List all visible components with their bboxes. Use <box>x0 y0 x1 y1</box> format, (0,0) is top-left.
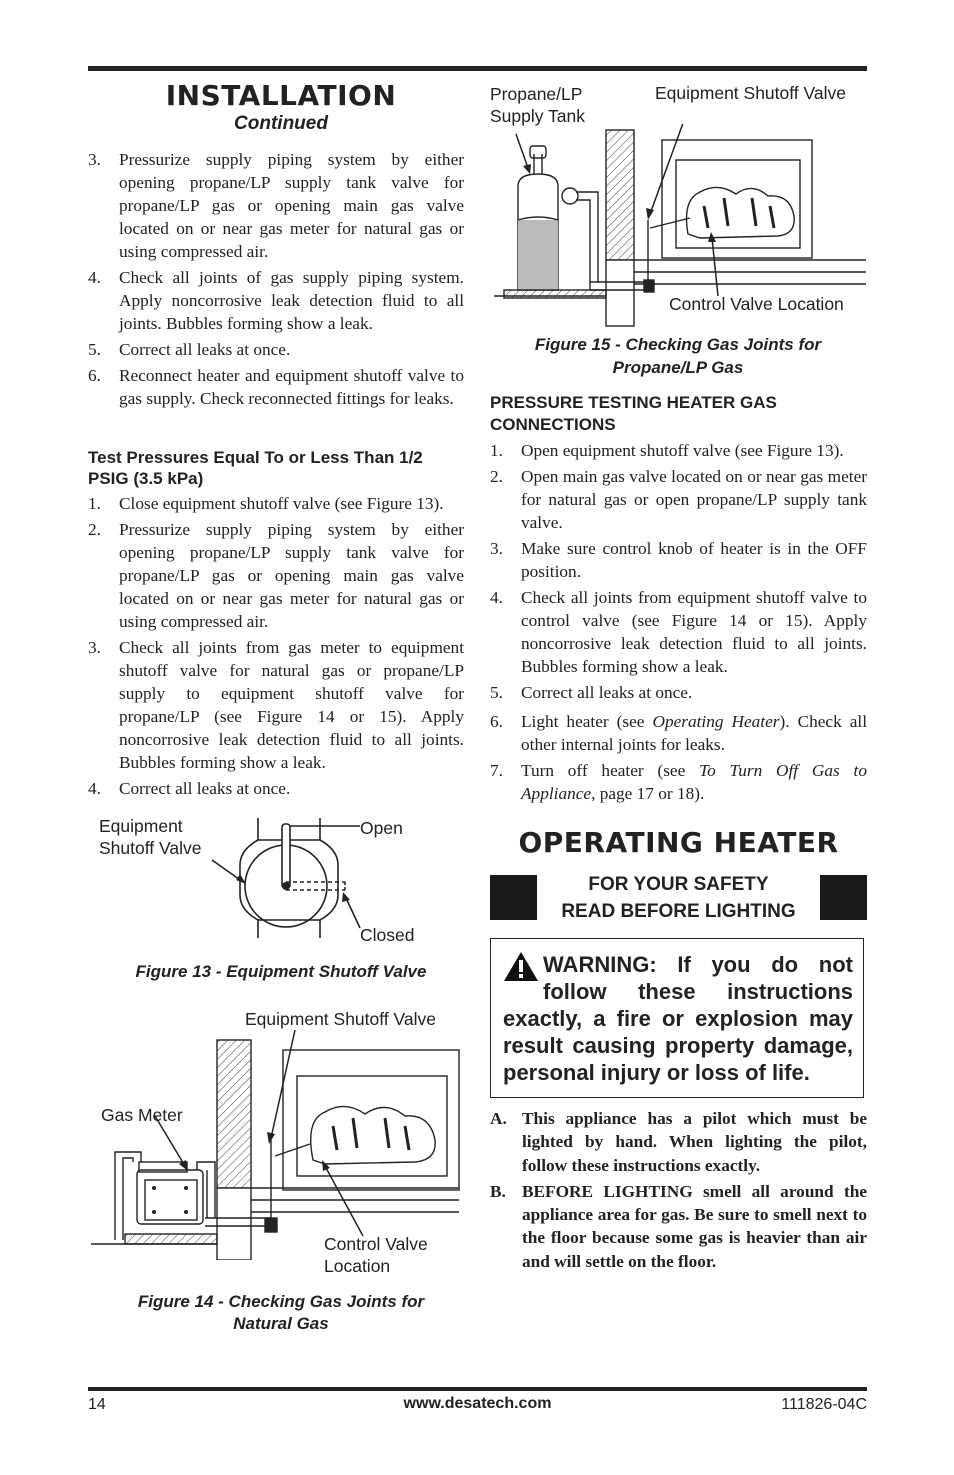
shutoff-valve-diagram <box>200 810 370 945</box>
fig14-label-control-2: Location <box>324 1256 391 1276</box>
pressure-testing-steps-cont <box>490 710 867 808</box>
operating-heater-title: OPERATING HEATER <box>518 826 839 859</box>
list-item: 3. Make sure control knob of heater is in the OFF position. <box>490 539 867 581</box>
page-number: 14 <box>88 1396 106 1413</box>
figure-15-caption-2: Propane/LP Gas <box>612 358 744 377</box>
fig14-label-valve: Equipment Shutoff Valve <box>245 1009 437 1029</box>
list-item: 2. Open main gas valve located on or near gas meter for natural gas or open propane/LP supply tank valve. <box>490 467 867 532</box>
propane-diagram <box>490 124 866 330</box>
list-item: B. BEFORE LIGHTING smell all around the appliance area for gas. Be sure to smell next to the floor because some gas is heavier than air and will settle on the floor. <box>490 1181 867 1271</box>
test-pressures-heading: Test Pressures Equal To or Less Than 1/2 PSIG (3.5 kPa) <box>88 448 423 488</box>
safety-line-1: FOR YOUR SAFETY <box>588 874 769 895</box>
warning-box <box>490 938 864 1098</box>
list-item: 4. Correct all leaks at once. <box>88 779 291 798</box>
safety-line-2: READ BEFORE LIGHTING <box>561 901 796 922</box>
fig13-label-valve-1: Equipment <box>99 816 183 836</box>
pressure-testing-heading-2: CONNECTIONS <box>490 415 616 434</box>
natural-gas-diagram <box>85 1030 465 1260</box>
warning-triangle-icon <box>503 951 539 982</box>
fig13-label-closed: Closed <box>360 925 415 945</box>
figure-14-caption-2: Natural Gas <box>233 1314 329 1333</box>
list-item: 1. Close equipment shutoff valve (see Figure 13). <box>88 494 444 513</box>
figure-15-caption-1: Figure 15 - Checking Gas Joints for <box>534 335 822 354</box>
list-item: 1. Open equipment shutoff valve (see Figure 13). <box>490 441 844 460</box>
fig13-label-valve-2: Shutoff Valve <box>99 838 202 858</box>
figure-14-caption-1: Figure 14 - Checking Gas Joints for <box>137 1292 425 1311</box>
top-rule <box>88 66 867 71</box>
warning-text: WARNING: If you do not follow these instructions exactly, a fire or explosion may result causing property damage, personal injury or loss of life. <box>503 952 853 1085</box>
list-item: 5. Correct all leaks at once. <box>88 340 291 359</box>
pressure-testing-steps <box>490 439 867 707</box>
list-item: 4. Check all joints of gas supply piping system. Apply noncorrosive leak detection fluid to all joints. Bubbles forming show a leak. <box>88 268 464 333</box>
figure-13-caption: Figure 13 - Equipment Shutoff Valve <box>135 962 427 981</box>
fig15-label-valve: Equipment Shutoff Valve <box>655 83 847 103</box>
list-item: A. This appliance has a pilot which must be lighted by hand. When lighting the pilot, follow these instructions exactly. <box>490 1109 867 1175</box>
fig13-label-open: Open <box>360 818 403 838</box>
list-item: 6. Light heater (see Operating Heater). Check all other internal joints for leaks. <box>490 712 867 754</box>
fig15-label-tank-1: Propane/LP <box>490 84 583 104</box>
installation-continued: Continued <box>234 113 328 134</box>
list-item: 5. Correct all leaks at once. <box>490 683 693 702</box>
list-item: 2. Pressurize supply piping system by either opening propane/LP supply tank valve for propane/LP gas or opening main gas valve located on or near gas meter for natural gas or using compressed air. <box>88 520 464 631</box>
fig15-label-tank-2: Supply Tank <box>490 106 586 126</box>
list-item: 3. Pressurize supply piping system by either opening propane/LP supply tank valve for propane/LP gas or opening main gas valve located on or near gas meter for natural gas or using compressed air. <box>88 150 464 261</box>
fig15-label-control: Control Valve Location <box>669 294 844 314</box>
document-number: 111826-04C <box>781 1396 867 1413</box>
test-pressure-steps <box>88 492 464 803</box>
fig14-label-meter: Gas Meter <box>101 1105 183 1125</box>
list-item: 7. Turn off heater (see To Turn Off Gas to Appliance, page 17 or 18). <box>490 761 867 803</box>
pressure-testing-heading-1: PRESSURE TESTING HEATER GAS <box>490 393 777 412</box>
list-item: 4. Check all joints from equipment shutoff valve to control valve (see Figure 14 or 15). Apply noncorrosive leak detection fluid to all joints. Bubbles forming show a leak. <box>490 588 867 676</box>
fig14-label-control-1: Control Valve <box>324 1234 428 1254</box>
footer-url: www.desatech.com <box>403 1395 552 1412</box>
installation-steps <box>88 148 464 413</box>
operating-items <box>490 1107 867 1276</box>
safety-bar-left <box>490 875 537 920</box>
installation-title: INSTALLATION <box>165 79 397 112</box>
list-item: 6. Reconnect heater and equipment shutoff valve to gas supply. Check reconnected fittings for leaks. <box>88 366 464 408</box>
safety-bar-right <box>820 875 867 920</box>
list-item: 3. Check all joints from gas meter to equipment shutoff valve for natural gas or propane/LP supply to equipment shutoff valve for propane/LP (see Figure 14 or 15). Apply noncorrosive leak detection fluid to all joints. Bubbles forming show a leak. <box>88 638 464 772</box>
bottom-rule <box>88 1387 867 1391</box>
